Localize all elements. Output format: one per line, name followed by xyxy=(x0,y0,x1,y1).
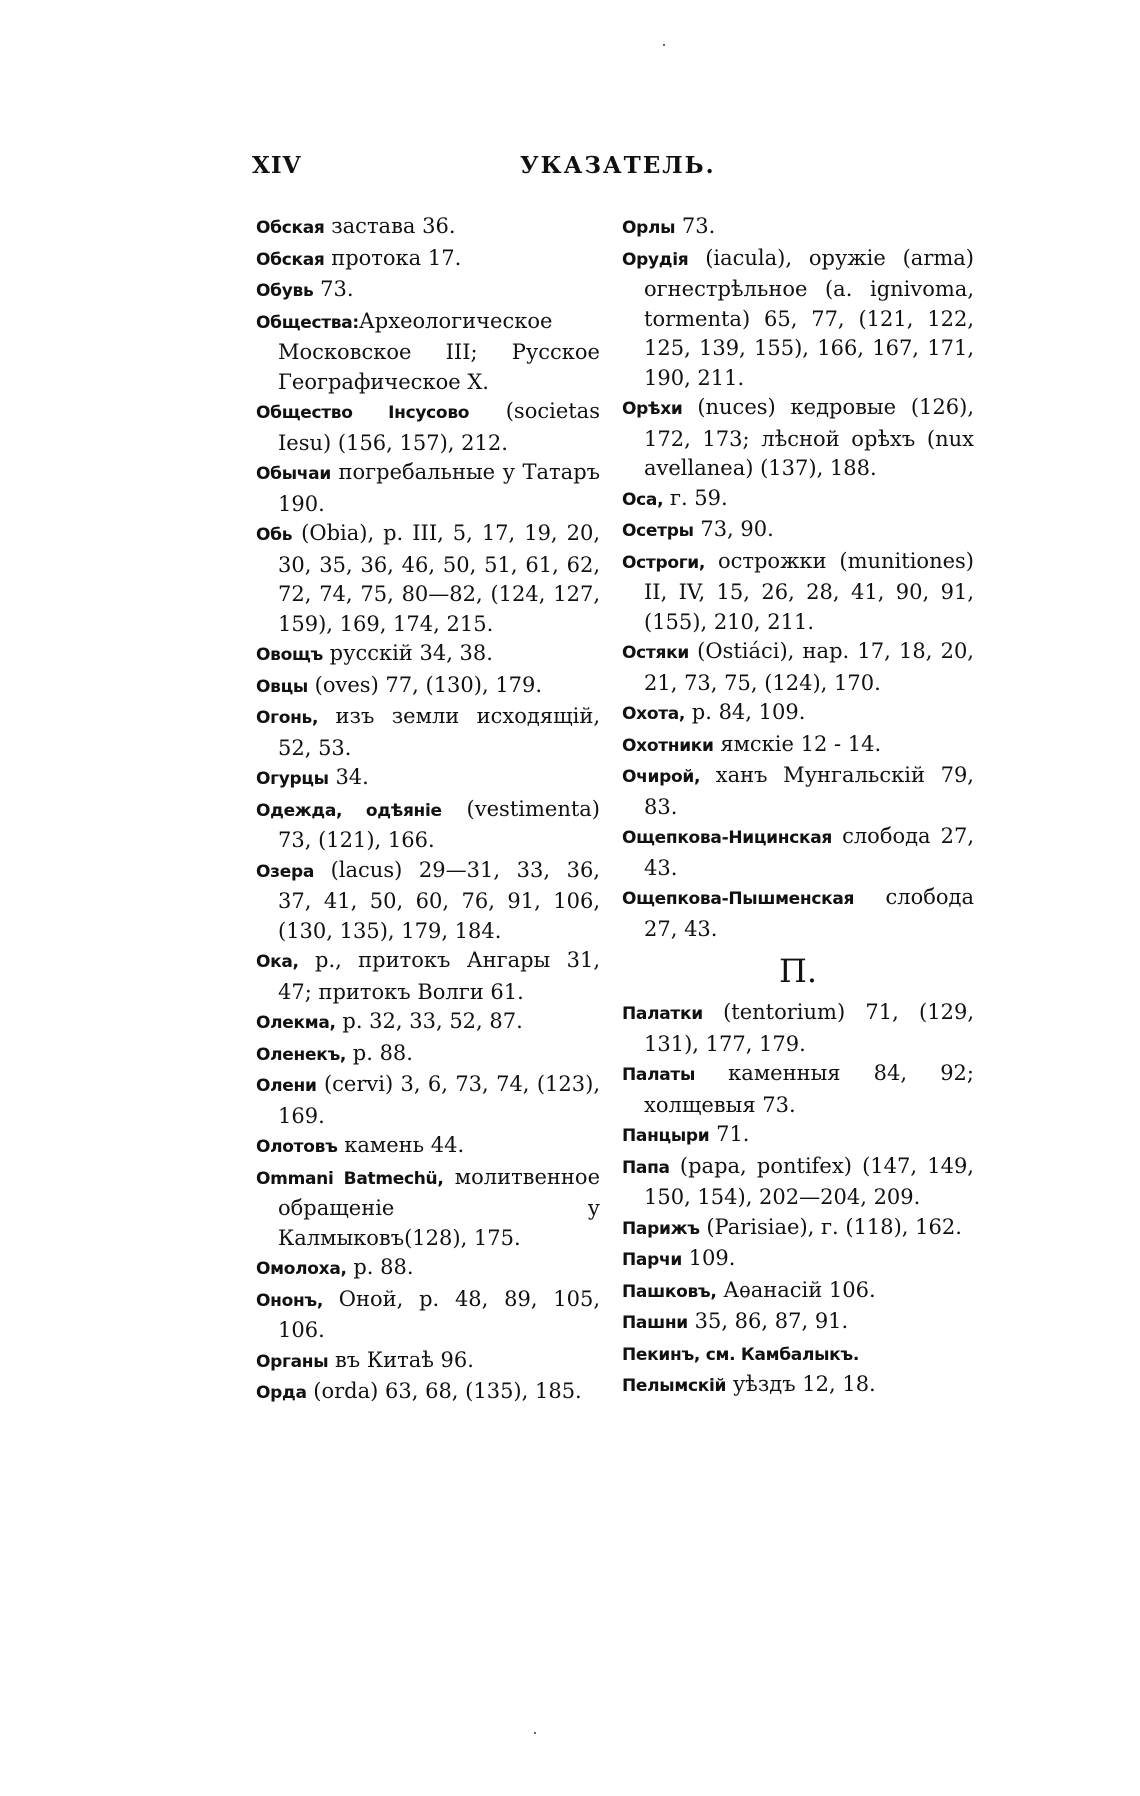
index-entry xyxy=(622,1120,974,1152)
entry-headword: Ощепкова-Ницинская xyxy=(622,828,833,848)
index-entry xyxy=(622,1339,974,1371)
entry-headword: Олотовъ xyxy=(256,1137,338,1157)
index-entry xyxy=(256,519,600,639)
index-entry xyxy=(622,1059,974,1120)
index-entry xyxy=(256,1253,600,1285)
entry-text: 73. xyxy=(313,277,354,301)
index-entry xyxy=(256,1070,600,1131)
entry-text: ямскіе 12 - 14. xyxy=(713,731,882,756)
index-entry xyxy=(256,763,600,795)
entry-headword: Оса, xyxy=(622,489,664,510)
entry-headword: Орда xyxy=(256,1383,307,1403)
section-o-continued xyxy=(622,212,974,944)
index-entry xyxy=(256,1163,600,1254)
entry-text: 109. xyxy=(681,1246,736,1270)
index-entry xyxy=(622,484,974,516)
entry-headword: Огурцы xyxy=(256,769,329,789)
index-entry xyxy=(622,730,974,762)
entry-headword: Пекинъ, см. Камбалыкъ. xyxy=(622,1344,860,1365)
entry-text: Археологическое Московское III; Русское Географическое X. xyxy=(278,308,600,394)
entry-headword: Папа xyxy=(622,1157,670,1178)
index-entry xyxy=(256,1346,600,1378)
index-entry xyxy=(256,1007,600,1039)
index-entry xyxy=(622,244,974,394)
entry-headword: Парчи xyxy=(622,1250,682,1270)
index-entry xyxy=(256,275,600,307)
entry-headword: Обская xyxy=(256,249,325,270)
entry-headword: Обская xyxy=(256,218,325,238)
entry-headword: Охота, xyxy=(622,704,686,724)
index-entry xyxy=(256,1131,600,1163)
entry-headword: Орлы xyxy=(622,218,676,238)
entry-headword: Охотники xyxy=(622,735,714,756)
entry-text: 35, 86, 87, 91. xyxy=(687,1309,849,1333)
entry-headword: Осетры xyxy=(622,521,694,541)
entry-text: (societas Iesu) (156, 157), 212. xyxy=(278,399,600,455)
entry-headword: Палаты xyxy=(622,1065,696,1085)
entry-text: изъ земли исходящій, 52, 53. xyxy=(278,704,600,760)
entry-text: (tentorium) 71, (129, 131), 177, 179. xyxy=(644,1000,974,1056)
entry-headword: Общества: xyxy=(256,312,359,333)
entry-text: ханъ Мунгальскій 79, 83. xyxy=(644,763,974,819)
index-entry xyxy=(622,1370,974,1402)
entry-text: 34. xyxy=(328,765,369,789)
entry-text: камень 44. xyxy=(337,1133,465,1157)
index-entry xyxy=(256,795,600,856)
entry-headword: Остяки xyxy=(622,643,689,663)
entry-headword: Очирой, xyxy=(622,767,701,787)
index-entry xyxy=(622,393,974,484)
entry-text: р., притокъ Ангары 31, 47; притокъ Волги 61. xyxy=(278,948,600,1004)
index-entry xyxy=(622,998,974,1059)
entry-headword: Олекма, xyxy=(256,1013,336,1033)
entry-text: 73. xyxy=(675,214,716,238)
entry-text: р. 88. xyxy=(346,1255,414,1279)
entry-text: р. 32, 33, 52, 87. xyxy=(335,1009,523,1033)
entry-text: (Parisiae), г. (118), 162. xyxy=(699,1214,962,1239)
entry-headword: Озера xyxy=(256,861,315,882)
index-entry xyxy=(256,397,600,458)
entry-headword: Овцы xyxy=(256,676,308,697)
entry-text: слобода 27, 43. xyxy=(644,885,974,941)
index-entry xyxy=(622,1276,974,1308)
entry-text: застава 36. xyxy=(324,214,456,238)
page-title: УКАЗАТЕЛЬ. xyxy=(520,152,716,179)
index-entry xyxy=(622,1244,974,1276)
index-entry xyxy=(256,1039,600,1071)
entry-headword: Олени xyxy=(256,1076,317,1096)
entry-text: погребальные у Татаръ 190. xyxy=(278,460,600,516)
entry-text: (oves) 77, (130), 179. xyxy=(307,672,543,697)
entry-headword: Омолоха, xyxy=(256,1259,347,1279)
index-entry xyxy=(622,1213,974,1245)
page-speck xyxy=(534,1732,536,1734)
entry-text: протока 17. xyxy=(324,245,462,270)
entry-headword: Пашковъ, xyxy=(622,1281,717,1302)
left-column xyxy=(256,212,600,1409)
index-entry xyxy=(256,856,600,947)
entry-headword: Ommani Batmechü, xyxy=(256,1168,444,1189)
entry-headword: Остроги, xyxy=(622,552,706,573)
entry-headword: Овощъ xyxy=(256,645,323,665)
index-entry xyxy=(622,637,974,698)
running-header xyxy=(252,152,912,192)
entry-text: 73, 90. xyxy=(693,517,774,541)
entry-headword: Ононъ, xyxy=(256,1290,324,1311)
entry-headword: Пелымскій xyxy=(622,1376,727,1396)
index-entry xyxy=(622,883,974,944)
entry-headword: Ока, xyxy=(256,952,299,972)
entry-text: Оной, р. 48, 89, 105, 106. xyxy=(278,1286,600,1342)
right-column xyxy=(622,212,974,1402)
entry-text: каменныя 84, 92; холщевыя 73. xyxy=(644,1061,974,1117)
entry-text: (cervi) 3, 6, 73, 74, (123), 169. xyxy=(278,1072,600,1128)
entry-text: въ Китаѣ 96. xyxy=(328,1347,474,1372)
index-entry xyxy=(256,307,600,398)
entry-text: р. 84, 109. xyxy=(685,700,806,724)
entry-text: слобода 27, 43. xyxy=(644,824,974,880)
entry-headword: Орудія xyxy=(622,249,689,270)
index-entry xyxy=(256,244,600,276)
entry-headword: Общество Інсусово xyxy=(256,403,470,423)
index-entry xyxy=(622,515,974,547)
entry-headword: Палатки xyxy=(622,1004,703,1024)
entry-headword: Огонь, xyxy=(256,708,319,728)
entry-text: (Ostiáci), нар. 17, 18, 20, 21, 73, 75, (124), 170. xyxy=(644,639,974,695)
entry-headword: Панцыри xyxy=(622,1126,710,1146)
index-entry xyxy=(622,212,974,244)
entry-text: молитвенное обращеніе у Калмыковъ(128), 175. xyxy=(278,1164,600,1250)
index-entry xyxy=(256,946,600,1007)
section-p xyxy=(622,998,974,1402)
entry-headword: Оленекъ, xyxy=(256,1044,347,1065)
index-entry xyxy=(622,822,974,883)
index-entry xyxy=(256,639,600,671)
entry-headword: Обувь xyxy=(256,281,314,301)
entry-text: русскій 34, 38. xyxy=(322,641,493,665)
entry-headword: Одежда, одѣяніе xyxy=(256,800,442,821)
section-letter-p: П. xyxy=(778,952,818,990)
entry-headword: Обычаи xyxy=(256,464,331,484)
index-entry xyxy=(622,1152,974,1213)
entry-headword: Ощепкова-Пышменская xyxy=(622,889,855,909)
entry-text: (vestimenta) 73, (121), 166. xyxy=(278,796,600,852)
entry-text: (orda) 63, 68, (135), 185. xyxy=(306,1379,582,1403)
entry-text: (iacula), оружіе (arma) огнестрѣльное (a. ignivoma, tormenta) 65, 77, (121, 122, 125, 139, 155), 166, 167, 171, 190, 211. xyxy=(644,245,974,390)
entry-text: г. 59. xyxy=(663,485,728,510)
entry-text: острожки (munitiones) II, IV, 15, 26, 28, 41, 90, 91, (155), 210, 211. xyxy=(644,548,974,634)
entry-headword: Пашни xyxy=(622,1313,688,1333)
entry-text: (lacus) 29—31, 33, 36, 37, 41, 50, 60, 76, 91, 106, (130, 135), 179, 184. xyxy=(278,857,600,943)
entry-text: уѣздъ 12, 18. xyxy=(726,1372,876,1396)
entry-text: р. 88. xyxy=(346,1040,413,1065)
index-entry xyxy=(256,1377,600,1409)
entry-headword: Парижъ xyxy=(622,1218,700,1239)
page-speck xyxy=(663,44,665,46)
entry-headword: Органы xyxy=(256,1351,329,1372)
index-entry xyxy=(256,1285,600,1346)
index-entry xyxy=(622,547,974,638)
entry-text: (papa, pontifex) (147, 149, 150, 154), 202—204, 209. xyxy=(644,1153,974,1209)
entry-headword: Орѣхи xyxy=(622,399,683,419)
entry-headword: Обь xyxy=(256,525,293,545)
entry-text: 71. xyxy=(709,1122,750,1146)
entry-text: (nuces) кедровые (126), 172, 173; лѣсной орѣхъ (nux avellanea) (137), 188. xyxy=(644,395,974,480)
index-entry xyxy=(256,702,600,763)
index-entry xyxy=(256,212,600,244)
index-entry xyxy=(622,698,974,730)
entry-text: (Obia), р. III, 5, 17, 19, 20, 30, 35, 36, 46, 50, 51, 61, 62, 72, 74, 75, 80—82, (124, 127, 159), 169, 174, 215. xyxy=(278,521,600,636)
index-entry xyxy=(622,761,974,822)
index-entry xyxy=(256,458,600,519)
page-number: XIV xyxy=(252,152,302,179)
entry-text: Аѳанасій 106. xyxy=(716,1277,876,1302)
index-entry xyxy=(256,671,600,703)
index-entry xyxy=(622,1307,974,1339)
